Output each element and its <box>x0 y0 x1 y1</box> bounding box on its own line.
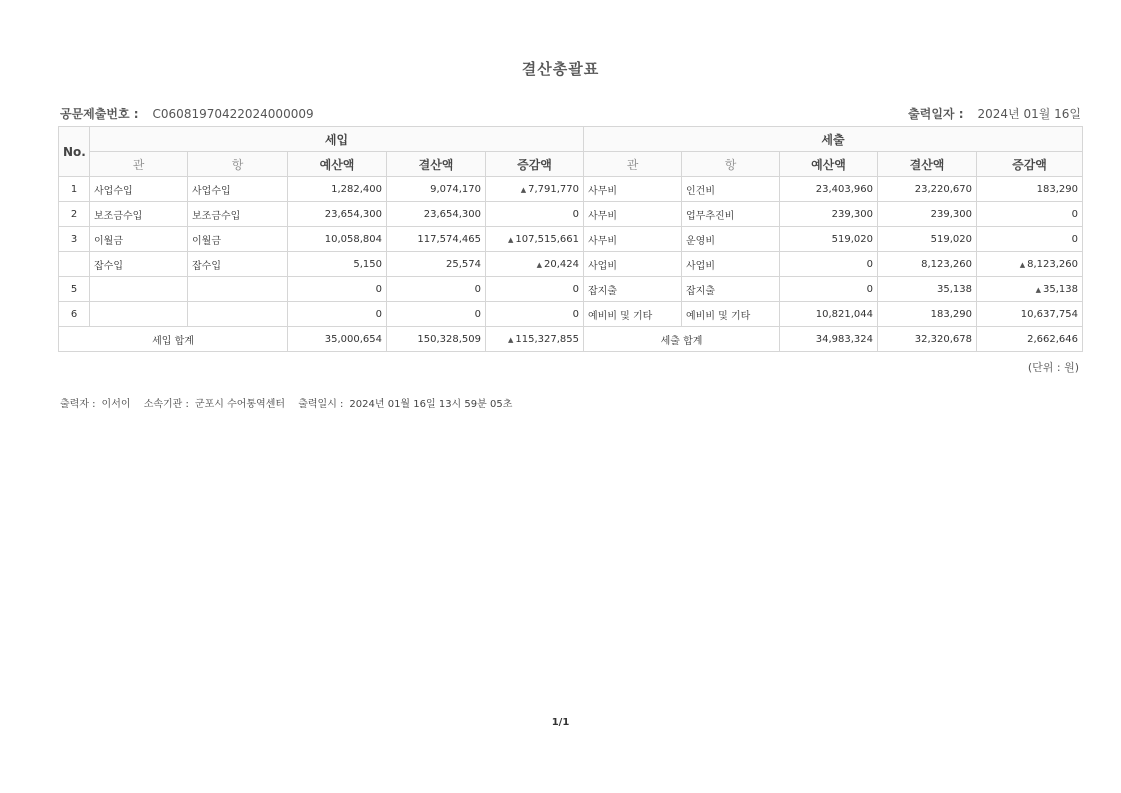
row-no <box>59 252 90 277</box>
income-diff: 0 <box>486 277 584 302</box>
org-value: 군포시 수어통역센터 <box>194 399 286 410</box>
header-no: No. <box>59 127 90 177</box>
header-income: 세입 <box>90 127 584 152</box>
expense-settled: 183,290 <box>878 302 977 327</box>
expense-gwan: 사무비 <box>584 177 682 202</box>
expense-diff <box>977 252 1083 277</box>
expense-hang: 인건비 <box>682 177 780 202</box>
expense-hang: 운영비 <box>682 227 780 252</box>
expense-gwan: 예비비 및 기타 <box>584 302 682 327</box>
header-in-diff: 증감액 <box>486 152 584 177</box>
income-diff <box>486 177 584 202</box>
expense-total-label: 세출 합계 <box>584 327 780 352</box>
income-gwan: 보조금수입 <box>90 202 188 227</box>
expense-diff: 0 <box>977 227 1083 252</box>
increase-triangle-icon: ▲ <box>536 260 542 269</box>
income-budget: 1,282,400 <box>288 177 387 202</box>
income-diff-value: 20,424 <box>544 258 579 270</box>
expense-settled: 519,020 <box>878 227 977 252</box>
row-no: 5 <box>59 277 90 302</box>
print-time-value: 2024년 01월 16일 13시 59분 05초 <box>349 399 513 410</box>
printer-value: 이서이 <box>101 399 131 410</box>
income-gwan <box>90 277 188 302</box>
header-out-hang: 항 <box>682 152 780 177</box>
print-time-label: 출력일시 : <box>298 399 344 410</box>
row-no: 2 <box>59 202 90 227</box>
expense-diff: 183,290 <box>977 177 1083 202</box>
expense-settled: 23,220,670 <box>878 177 977 202</box>
expense-settled: 8,123,260 <box>878 252 977 277</box>
income-gwan <box>90 302 188 327</box>
income-hang: 잡수입 <box>188 252 288 277</box>
income-hang <box>188 302 288 327</box>
printer-label: 출력자 : <box>60 399 96 410</box>
expense-gwan: 사무비 <box>584 227 682 252</box>
income-settled: 0 <box>387 302 486 327</box>
totals-row <box>59 327 1083 352</box>
table-row <box>59 252 1083 277</box>
row-no: 1 <box>59 177 90 202</box>
header-expense: 세출 <box>584 127 1083 152</box>
header-out-diff: 증감액 <box>977 152 1083 177</box>
expense-total-diff: 2,662,646 <box>977 327 1083 352</box>
org-label: 소속기관 : <box>143 399 189 410</box>
expense-hang: 예비비 및 기타 <box>682 302 780 327</box>
income-hang <box>188 277 288 302</box>
settlement-table <box>58 126 1083 352</box>
income-gwan: 이월금 <box>90 227 188 252</box>
income-gwan: 사업수입 <box>90 177 188 202</box>
income-budget: 10,058,804 <box>288 227 387 252</box>
page-title: 결산총괄표 <box>521 60 600 78</box>
print-info <box>60 395 522 410</box>
unit-note: (단위 : 원) <box>1027 361 1079 374</box>
doc-number <box>60 105 314 122</box>
header-in-budget: 예산액 <box>288 152 387 177</box>
expense-gwan: 사업비 <box>584 252 682 277</box>
increase-triangle-icon: ▲ <box>507 235 514 244</box>
income-total-diff <box>486 327 584 352</box>
expense-hang: 사업비 <box>682 252 780 277</box>
income-budget: 23,654,300 <box>288 202 387 227</box>
table-row <box>59 302 1083 327</box>
header-out-settled: 결산액 <box>878 152 977 177</box>
expense-diff: 0 <box>977 202 1083 227</box>
income-diff <box>486 227 584 252</box>
table-row <box>59 202 1083 227</box>
header-in-gwan: 관 <box>90 152 188 177</box>
expense-budget: 10,821,044 <box>780 302 878 327</box>
increase-triangle-icon: ▲ <box>1035 285 1041 294</box>
doc-number-value: C06081970422024000009 <box>152 107 314 121</box>
header-in-hang: 항 <box>188 152 288 177</box>
expense-hang: 업무추진비 <box>682 202 780 227</box>
expense-budget: 0 <box>780 252 878 277</box>
expense-diff <box>977 277 1083 302</box>
table-row <box>59 227 1083 252</box>
increase-triangle-icon: ▲ <box>1019 260 1026 269</box>
income-settled: 25,574 <box>387 252 486 277</box>
expense-budget: 519,020 <box>780 227 878 252</box>
income-settled: 117,574,465 <box>387 227 486 252</box>
income-diff-value: 107,515,661 <box>515 233 579 245</box>
expense-diff-value: 8,123,260 <box>1027 258 1078 270</box>
expense-gwan: 사무비 <box>584 202 682 227</box>
page-number: 1/1 <box>551 717 570 728</box>
income-diff <box>486 252 584 277</box>
expense-settled: 35,138 <box>878 277 977 302</box>
income-diff-value: 7,791,770 <box>528 183 579 195</box>
income-budget: 0 <box>288 302 387 327</box>
income-diff: 0 <box>486 302 584 327</box>
expense-hang: 잡지출 <box>682 277 780 302</box>
header-out-budget: 예산액 <box>780 152 878 177</box>
income-hang: 보조금수입 <box>188 202 288 227</box>
expense-diff-value: 35,138 <box>1043 283 1078 295</box>
expense-settled: 239,300 <box>878 202 977 227</box>
expense-gwan: 잡지출 <box>584 277 682 302</box>
income-settled: 0 <box>387 277 486 302</box>
output-date-value: 2024년 01월 16일 <box>977 107 1081 121</box>
income-settled: 23,654,300 <box>387 202 486 227</box>
expense-total-budget: 34,983,324 <box>780 327 878 352</box>
row-no: 3 <box>59 227 90 252</box>
header-out-gwan: 관 <box>584 152 682 177</box>
table-row <box>59 277 1083 302</box>
income-budget: 0 <box>288 277 387 302</box>
income-settled: 9,074,170 <box>387 177 486 202</box>
expense-budget: 239,300 <box>780 202 878 227</box>
expense-budget: 23,403,960 <box>780 177 878 202</box>
table-row <box>59 177 1083 202</box>
output-date-label: 출력일자 : <box>908 107 964 121</box>
income-total-settled: 150,328,509 <box>387 327 486 352</box>
income-gwan: 잡수입 <box>90 252 188 277</box>
expense-diff: 10,637,754 <box>977 302 1083 327</box>
row-no: 6 <box>59 302 90 327</box>
output-date <box>908 105 1081 122</box>
expense-total-settled: 32,320,678 <box>878 327 977 352</box>
increase-triangle-icon: ▲ <box>520 185 527 194</box>
income-total-label: 세입 합계 <box>59 327 288 352</box>
income-budget: 5,150 <box>288 252 387 277</box>
doc-number-label: 공문제출번호 : <box>60 107 139 121</box>
increase-triangle-icon: ▲ <box>507 335 514 344</box>
expense-budget: 0 <box>780 277 878 302</box>
income-total-diff-value: 115,327,855 <box>515 333 579 345</box>
income-diff: 0 <box>486 202 584 227</box>
income-hang: 이월금 <box>188 227 288 252</box>
header-in-settled: 결산액 <box>387 152 486 177</box>
income-total-budget: 35,000,654 <box>288 327 387 352</box>
income-hang: 사업수입 <box>188 177 288 202</box>
